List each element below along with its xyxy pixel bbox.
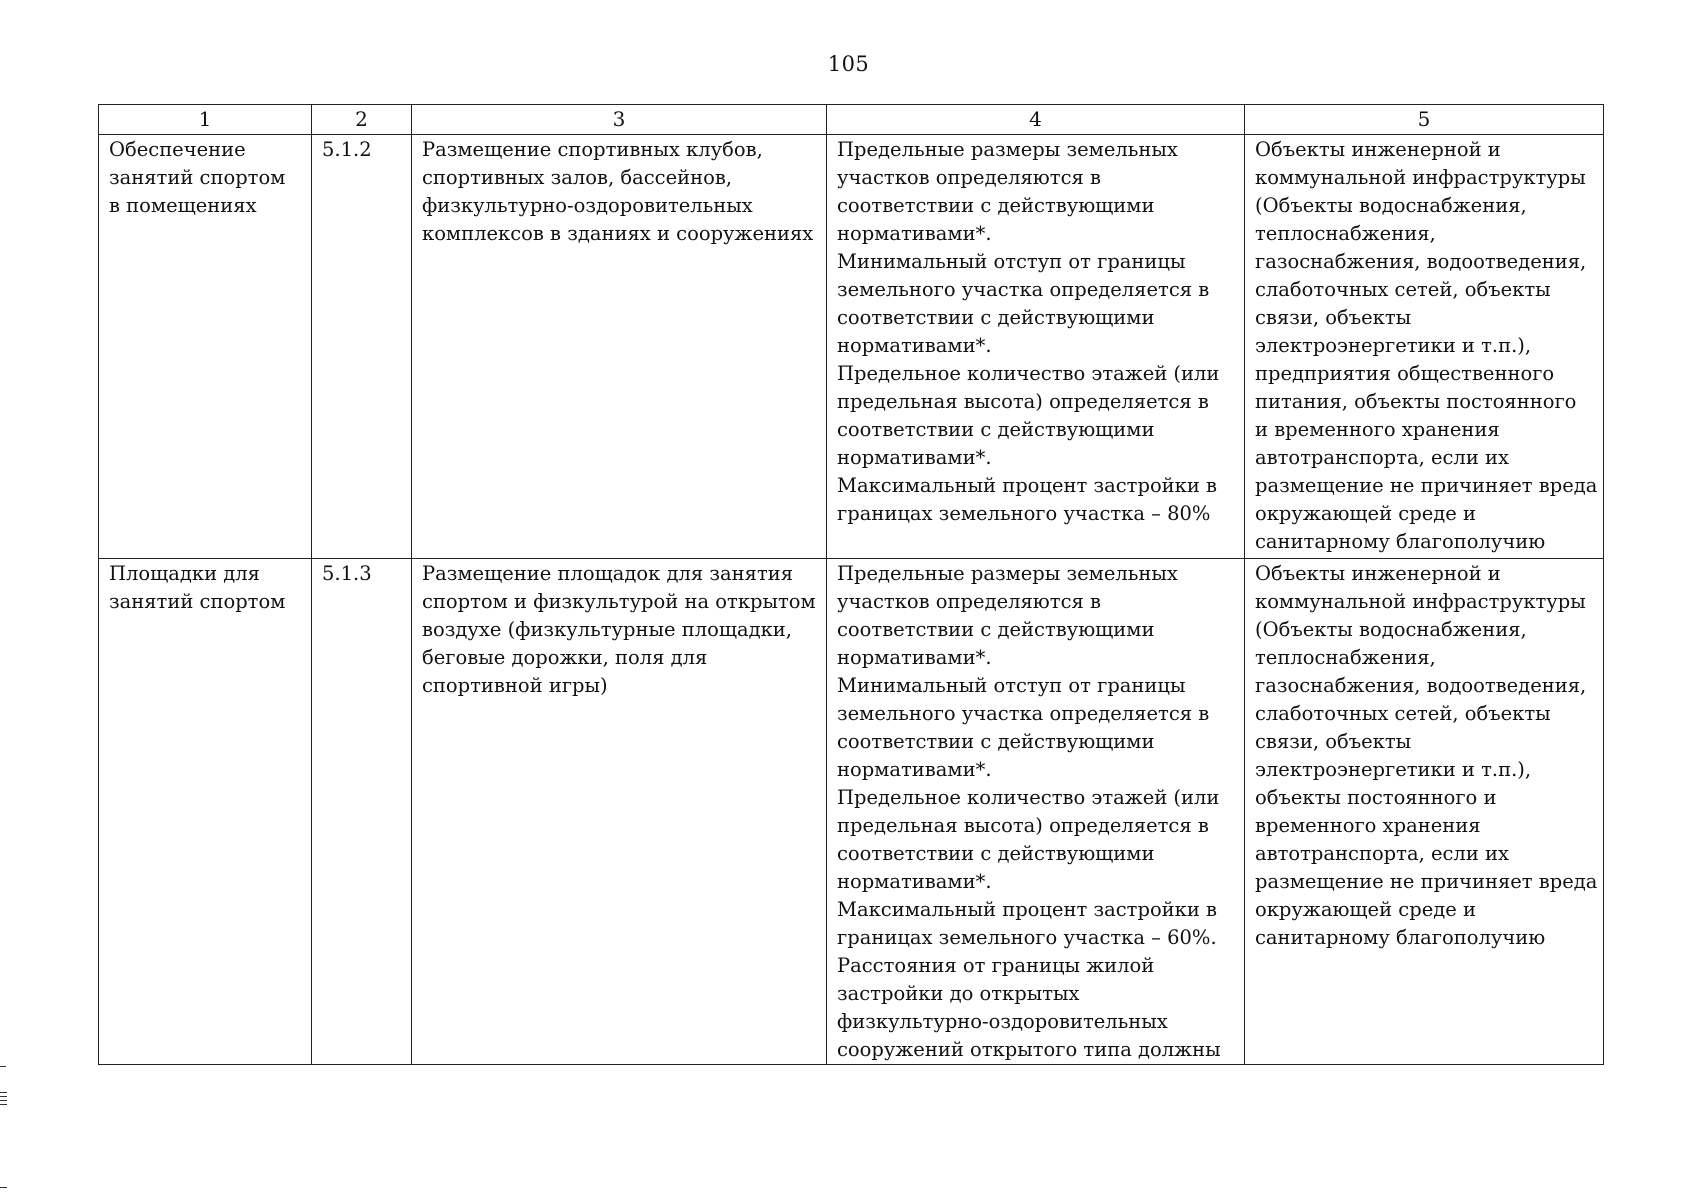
cell-line: нормативами*. [837, 334, 992, 357]
cell-line: в помещениях [109, 194, 257, 217]
cell-line: земельного участка определяется в [837, 278, 1210, 301]
cell-line: Предельные размеры земельных [837, 138, 1178, 161]
cell-line: границах земельного участка – 60%. [837, 926, 1217, 949]
cell-line: окружающей среде и [1255, 898, 1476, 921]
scan-mark [0, 1187, 7, 1188]
cell-line: (Объекты водоснабжения, [1255, 194, 1527, 217]
cell-line: сооружений открытого типа должны [837, 1038, 1221, 1061]
cell-line: Минимальный отступ от границы [837, 674, 1186, 697]
cell-line: газоснабжения, водоотведения, [1255, 674, 1587, 697]
cell-line: соответствии с действующими [837, 618, 1155, 641]
cell-line: Размещение спортивных клубов, [422, 138, 763, 161]
cell-line: застройки до открытых [837, 982, 1080, 1005]
cell-line: нормативами*. [837, 646, 992, 669]
cell-line: Расстояния от границы жилой [837, 954, 1155, 977]
cell-line: санитарному благополучию [1255, 530, 1546, 553]
cell-line: Максимальный процент застройки в [837, 474, 1218, 497]
cell-line: 5.1.3 [322, 562, 372, 585]
cell-line: Обеспечение [109, 138, 246, 161]
cell-line: беговые дорожки, поля для [422, 646, 708, 669]
cell-line: Площадки для [109, 562, 260, 585]
cell-line: предельная высота) определяется в [837, 390, 1209, 413]
scan-mark [0, 1092, 7, 1093]
cell-line: временного хранения [1255, 814, 1481, 837]
scan-mark [0, 1066, 6, 1067]
cell-line: нормативами*. [837, 870, 992, 893]
cell-line: нормативами*. [837, 446, 992, 469]
cell-line: размещение не причиняет вреда [1255, 474, 1598, 497]
page-number: 105 [827, 52, 870, 76]
cell-line: связи, объекты [1255, 730, 1412, 753]
table-row [99, 559, 1604, 1065]
cell-line: теплоснабжения, [1255, 222, 1436, 245]
cell-line: нормативами*. [837, 222, 992, 245]
parameters-cell [827, 135, 1245, 559]
cell-line: окружающей среде и [1255, 502, 1476, 525]
cell-line: комплексов в зданиях и сооружениях [422, 222, 814, 245]
cell-line: спортивных залов, бассейнов, [422, 166, 733, 189]
cell-line: соответствии с действующими [837, 306, 1155, 329]
cell-line: объекты постоянного и [1255, 786, 1497, 809]
cell-line: спортом и физкультурой на открытом [422, 590, 816, 613]
cell-line: Предельное количество этажей (или [837, 786, 1220, 809]
cell-line: занятий спортом [109, 590, 286, 613]
land-use-table [98, 104, 1604, 1065]
cell-line: электроэнергетики и т.п.), [1255, 334, 1532, 357]
cell-line: Объекты инженерной и [1255, 562, 1501, 585]
cell-line: автотранспорта, если их [1255, 446, 1510, 469]
cell-line: размещение не причиняет вреда [1255, 870, 1598, 893]
cell-line: нормативами*. [837, 758, 992, 781]
cell-line: теплоснабжения, [1255, 646, 1436, 669]
cell-line: и временного хранения [1255, 418, 1500, 441]
cell-line: участков определяются в [837, 590, 1101, 613]
use-code-cell [312, 559, 412, 1065]
column-header-4: 4 [827, 105, 1245, 135]
cell-line: физкультурно-оздоровительных [837, 1010, 1168, 1033]
cell-line: Предельные размеры земельных [837, 562, 1178, 585]
parameters-cell [827, 559, 1245, 1065]
column-header-2: 2 [312, 105, 412, 135]
cell-line: земельного участка определяется в [837, 702, 1210, 725]
cell-line: спортивной игры) [422, 674, 608, 697]
cell-line: Минимальный отступ от границы [837, 250, 1186, 273]
cell-line: Максимальный процент застройки в [837, 898, 1218, 921]
cell-line: коммунальной инфраструктуры [1255, 590, 1586, 613]
column-header-1: 1 [99, 105, 312, 135]
table-header-row [99, 105, 1604, 135]
cell-line: границах земельного участка – 80% [837, 502, 1211, 525]
cell-line: предельная высота) определяется в [837, 814, 1209, 837]
scan-mark [0, 1100, 7, 1101]
cell-line: участков определяются в [837, 166, 1101, 189]
cell-line: питания, объекты постоянного [1255, 390, 1577, 413]
auxiliary-uses-cell [1245, 135, 1604, 559]
cell-line: коммунальной инфраструктуры [1255, 166, 1586, 189]
use-description-cell [412, 135, 827, 559]
scan-mark [0, 1096, 7, 1097]
column-header-3: 3 [412, 105, 827, 135]
cell-line: (Объекты водоснабжения, [1255, 618, 1527, 641]
cell-line: Объекты инженерной и [1255, 138, 1501, 161]
cell-line: физкультурно-оздоровительных [422, 194, 753, 217]
cell-line: соответствии с действующими [837, 418, 1155, 441]
cell-line: занятий спортом [109, 166, 286, 189]
table-row [99, 135, 1604, 559]
cell-line: Размещение площадок для занятия [422, 562, 794, 585]
cell-line: соответствии с действующими [837, 842, 1155, 865]
cell-line: соответствии с действующими [837, 194, 1155, 217]
cell-line: автотранспорта, если их [1255, 842, 1510, 865]
cell-line: Предельное количество этажей (или [837, 362, 1220, 385]
cell-line: слаботочных сетей, объекты [1255, 278, 1551, 301]
cell-line: слаботочных сетей, объекты [1255, 702, 1551, 725]
cell-line: санитарному благополучию [1255, 926, 1546, 949]
cell-line: соответствии с действующими [837, 730, 1155, 753]
cell-line: 5.1.2 [322, 138, 372, 161]
cell-line: предприятия общественного [1255, 362, 1555, 385]
scan-mark [0, 1104, 7, 1105]
auxiliary-uses-cell [1245, 559, 1604, 1065]
use-name-cell [99, 135, 312, 559]
use-code-cell [312, 135, 412, 559]
cell-line: воздухе (физкультурные площадки, [422, 618, 793, 641]
use-description-cell [412, 559, 827, 1065]
column-header-5: 5 [1245, 105, 1604, 135]
cell-line: связи, объекты [1255, 306, 1412, 329]
cell-line: электроэнергетики и т.п.), [1255, 758, 1532, 781]
cell-line: газоснабжения, водоотведения, [1255, 250, 1587, 273]
use-name-cell [99, 559, 312, 1065]
